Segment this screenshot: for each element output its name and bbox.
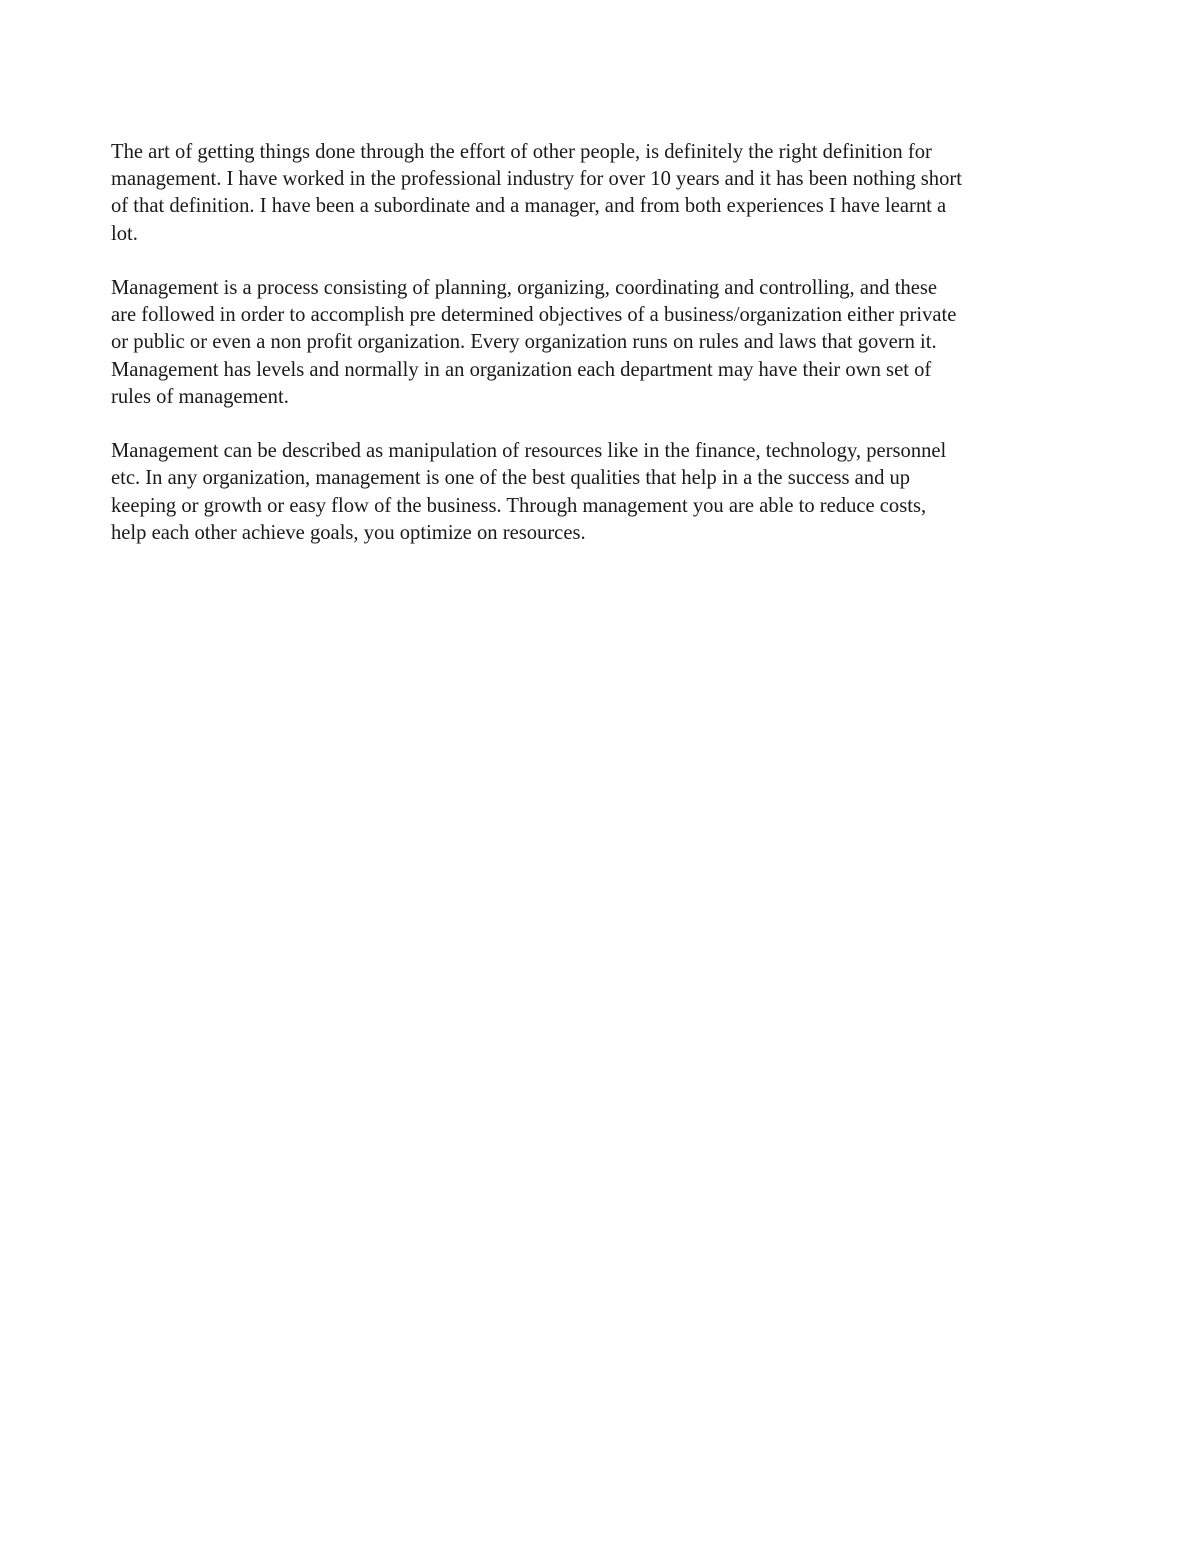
paragraph-line: lot. — [111, 222, 138, 245]
paragraph-line: etc. In any organization, management is one of the best qualities that help in a the success and up — [111, 467, 911, 490]
paragraph-line: rules of management. — [111, 385, 289, 408]
paragraph-line: keeping or growth or easy flow of the business. Through management you are able to reduce costs, — [111, 494, 927, 517]
paragraph-line: of that definition. I have been a subordinate and a manager, and from both experiences I have learnt a — [111, 195, 947, 218]
paragraph-line: are followed in order to accomplish pre determined objectives of a business/organization either private — [111, 304, 957, 327]
paragraph-line: or public or even a non profit organization. Every organization runs on rules and laws that govern it. — [111, 331, 937, 354]
paragraph-line: Management can be described as manipulation of resources like in the finance, technology, personnel — [111, 440, 947, 463]
paragraph-line: Management is a process consisting of planning, organizing, coordinating and controlling, and these — [111, 277, 938, 299]
paragraph-line: The art of getting things done through the effort of other people, is definitely the right definition for — [111, 141, 932, 163]
paragraph-2 — [111, 275, 1089, 411]
paragraph-line: management. I have worked in the professional industry for over 10 years and it has been nothing short — [111, 168, 962, 191]
document-body — [111, 139, 1089, 574]
paragraph-line: Management has levels and normally in an organization each department may have their own set of — [111, 358, 932, 381]
paragraph-line: help each other achieve goals, you optimize on resources. — [111, 521, 586, 544]
paragraph-1 — [111, 139, 1089, 248]
paragraph-3 — [111, 438, 1089, 547]
